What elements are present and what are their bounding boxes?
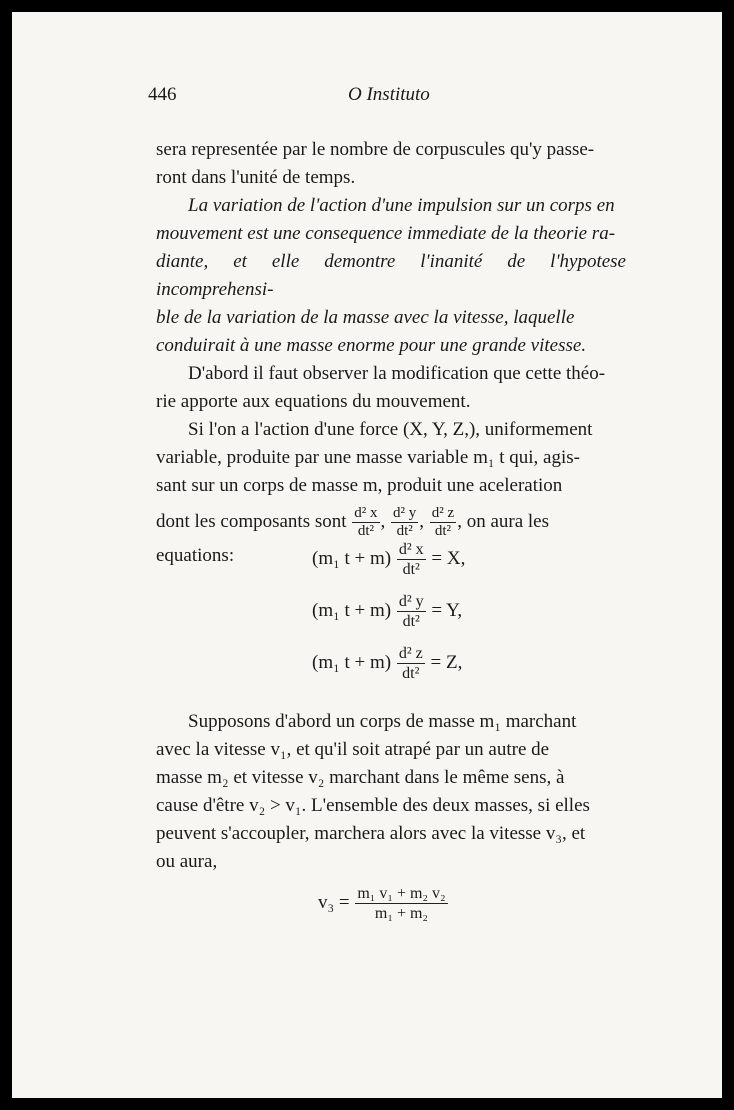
fraction-denominator: dt²: [430, 522, 456, 540]
component-line: dont les composants sont $\frac{\text{d² x}}{\text{dt²}}$ , $\frac{\text{d² y}}{\text{dt²}}$ , $\frac{\text{d² z}}{\text{dt²}}$ , on aura les: [156, 505, 549, 540]
fraction-numerator: d² y: [398, 593, 424, 610]
body-text: [156, 136, 626, 570]
equation-rhs: = Z,: [430, 651, 463, 673]
text-line: equations:: [156, 545, 235, 566]
document-page: [12, 12, 722, 1098]
text-line: sera representée par le nombre de corpuscules qu'y passe-: [156, 139, 595, 160]
fraction-d2y: [391, 505, 418, 540]
fraction-d2z: [430, 505, 456, 540]
text-line: ront dans l'unité de temps.: [156, 167, 356, 188]
text-line: rie apporte aux equations du mouvement.: [156, 391, 471, 412]
text-line: ou aura,: [156, 851, 218, 872]
equation-v3: [318, 884, 449, 923]
fraction-numerator: d² z: [431, 505, 455, 522]
text-line: La variation de l'action d'une impulsion sur un corps en: [188, 195, 615, 216]
equation-y: [312, 592, 462, 631]
fraction-denominator: dt²: [397, 663, 425, 683]
text-line: ble de la variation de la masse avec la vitesse, laquelle: [156, 307, 575, 328]
text-line: masse m₂ et vitesse v₂ marchant dans le même sens, à: [156, 767, 565, 788]
text-line: mouvement est une consequence immediate de la theorie ra-: [156, 223, 616, 244]
text-line: sant sur un corps de masse m, produit une aceleration: [156, 475, 563, 496]
equation-fraction: [397, 592, 426, 631]
paragraph-5: [156, 708, 626, 876]
fraction-d2x: [352, 505, 379, 540]
text-line: cause d'être v₂ > v₁. L'ensemble des deux masses, si elles: [156, 795, 590, 816]
body-text-2: [156, 708, 626, 876]
text-line: conduirait à une masse enorme pour une grande vitesse.: [156, 335, 587, 356]
fraction-denominator: dt²: [352, 522, 379, 540]
equation-lhs: (m₁ t + m): [312, 599, 392, 621]
fraction-denominator: dt²: [397, 559, 426, 579]
text-line: D'abord il faut observer la modification que cette théo-: [188, 363, 606, 384]
text-line: peuvent s'accoupler, marchera alors avec la vitesse v₃, et: [156, 823, 586, 844]
fraction-denominator: m₁ + m₂: [355, 903, 447, 923]
text-line: Supposons d'abord un corps de masse m₁ marchant: [188, 711, 577, 732]
equation-fraction: [397, 540, 426, 579]
text-line: dont les composants sont: [156, 511, 347, 532]
text-line: Si l'on a l'action d'une force (X, Y, Z,), uniformement: [188, 419, 593, 440]
equation-z: [312, 644, 462, 683]
equation-rhs: = Y,: [431, 599, 463, 621]
fraction-denominator: dt²: [397, 611, 426, 631]
paragraph-3: [156, 360, 626, 416]
fraction-numerator: d² x: [354, 505, 378, 522]
fraction-numerator: d² z: [398, 645, 423, 662]
paragraph-2-italic: [156, 192, 626, 360]
equation-lhs: (m₁ t + m): [312, 651, 392, 673]
equation-lhs: v₃ =: [318, 891, 350, 913]
equation-x: [312, 540, 465, 579]
text-line: variable, produite par une masse variable m₁ t qui, agis-: [156, 447, 580, 468]
equation-fraction: [355, 884, 447, 923]
equation-rhs: = X,: [431, 547, 466, 569]
text-line: diante, et elle demontre l'inanité de l'hypotese incomprehensi-: [156, 251, 626, 300]
text-line: , on aura les: [457, 511, 549, 532]
fraction-denominator: dt²: [391, 522, 418, 540]
fraction-numerator: d² y: [393, 505, 417, 522]
page-number: 446: [148, 84, 177, 105]
equation-fraction: [397, 644, 425, 683]
fraction-numerator: d² x: [398, 541, 424, 558]
text-line: avec la vitesse v₁, et qu'il soit atrapé par un autre de: [156, 739, 550, 760]
paragraph-4: [156, 416, 626, 500]
equation-lhs: (m₁ t + m): [312, 547, 392, 569]
running-title: O Instituto: [348, 84, 430, 105]
paragraph-1: [156, 136, 626, 192]
fraction-numerator: m₁ v₁ + m₂ v₂: [357, 885, 446, 902]
